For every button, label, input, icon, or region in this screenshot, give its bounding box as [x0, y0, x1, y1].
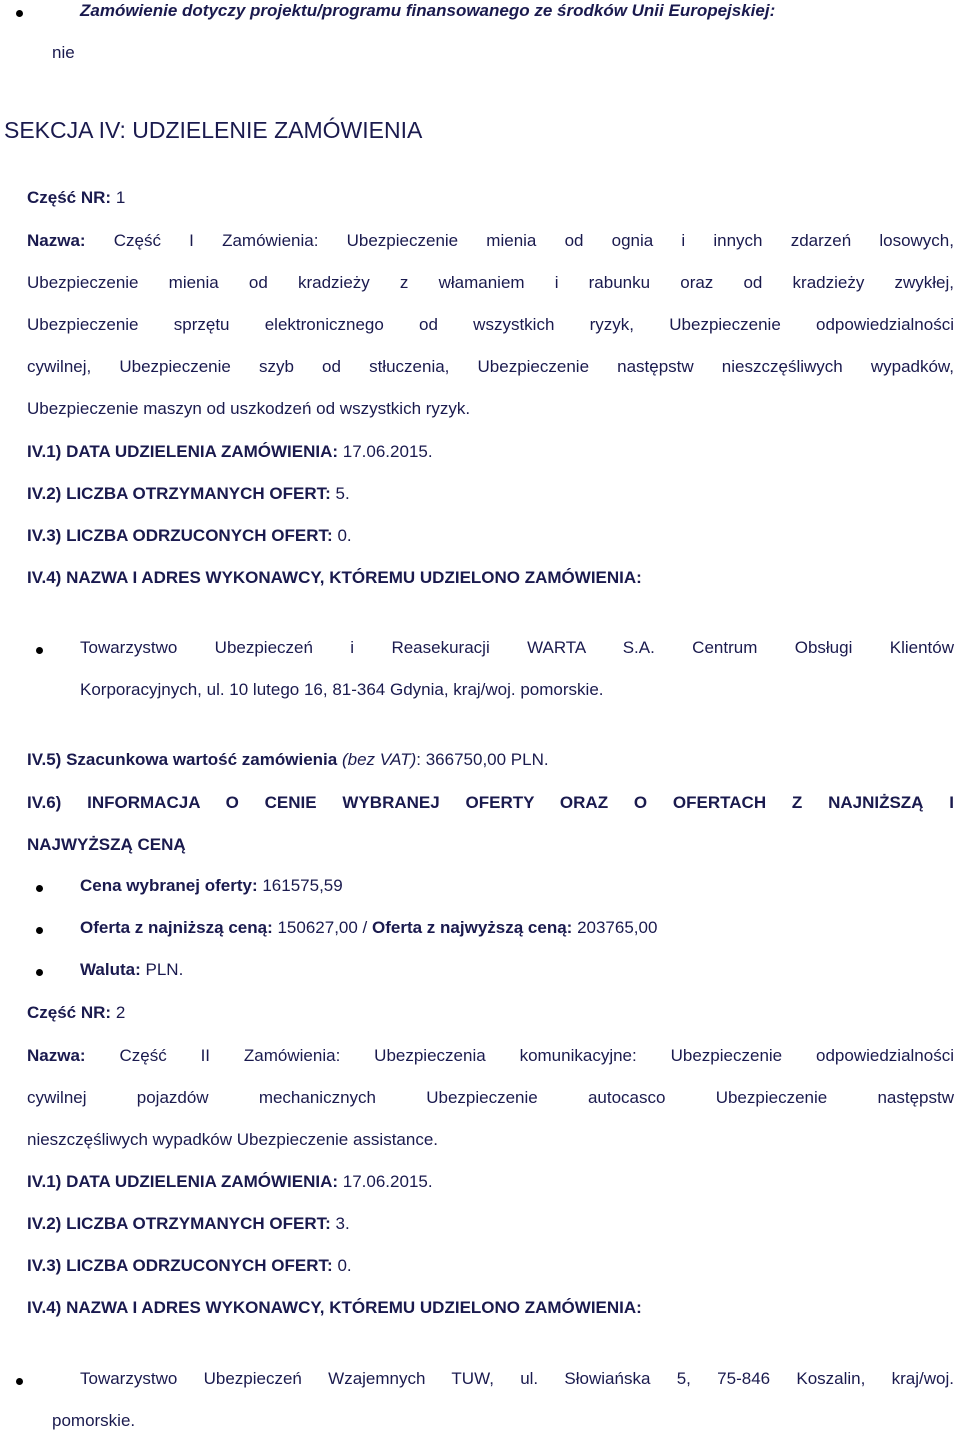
part1-highest-value: 203765,00	[577, 918, 658, 937]
part1-name-label: Nazwa:	[27, 231, 86, 250]
part1-offers	[27, 485, 350, 502]
part1-rejected-label: IV.3) LICZBA ODRZUCONYCH OFERT:	[27, 526, 333, 545]
part1-estimate-note: (bez VAT)	[341, 750, 417, 769]
part1-offer-range	[80, 919, 657, 936]
part1-date-value: 17.06.2015.	[342, 442, 433, 461]
part2-contractor-line1: Towarzystwo Ubezpieczeń Wzajemnych TUW, ul. Słowiańska 5, 75-846 Koszalin, kraj/woj.	[80, 1369, 954, 1388]
part1-name-text1: Część I Zamówienia: Ubezpieczenie mienia od ognia i innych zdarzeń losowych,	[113, 231, 954, 250]
part2-contractor-label: IV.4) NAZWA I ADRES WYKONAWCY, KTÓREMU UDZIELONO ZAMÓWIENIA:	[27, 1298, 642, 1317]
bullet-icon	[16, 10, 23, 17]
part2-date-label: IV.1) DATA UDZIELENIA ZAMÓWIENIA:	[27, 1172, 339, 1191]
bullet-icon	[16, 1378, 23, 1385]
part2-nr-value: 2	[115, 1003, 126, 1022]
part1-name-line5: Ubezpieczenie maszyn od uszkodzeń od wszystkich ryzyk.	[27, 399, 471, 418]
part1-currency-label: Waluta:	[80, 960, 141, 979]
part2-date-value: 17.06.2015.	[342, 1172, 433, 1191]
section-title: SEKCJA IV: UDZIELENIE ZAMÓWIENIA	[4, 117, 423, 143]
part1-name-line4: cywilnej, Ubezpieczenie szyb od stłuczenia, Ubezpieczenie następstw nieszczęśliwych wypadków,	[27, 357, 954, 376]
bullet-icon	[36, 885, 43, 892]
part2-rejected-value: 0.	[337, 1256, 352, 1275]
eu-funding-label: Zamówienie dotyczy projektu/programu finansowanego ze środków Unii Europejskiej:	[80, 1, 776, 20]
part1-nr-value: 1	[115, 188, 126, 207]
bullet-icon	[36, 647, 43, 654]
part1-rejected-value: 0.	[337, 526, 352, 545]
part2-offers	[27, 1215, 350, 1232]
part1-date	[27, 443, 433, 460]
part1-rejected	[27, 527, 352, 544]
part2-rejected	[27, 1257, 352, 1274]
part2-nr-label: Część NR:	[27, 1003, 112, 1022]
part1-name-line3: Ubezpieczenie sprzętu elektronicznego od wszystkich ryzyk, Ubezpieczenie odpowiedzialności	[27, 315, 954, 334]
part1-currency-value: PLN.	[145, 960, 184, 979]
part1-estimate	[27, 751, 549, 768]
part1-currency	[80, 961, 183, 978]
part1-contractor-line1: Towarzystwo Ubezpieczeń i Reasekuracji WARTA S.A. Centrum Obsługi Klientów	[80, 638, 954, 657]
part1-offers-label: IV.2) LICZBA OTRZYMANYCH OFERT:	[27, 484, 331, 503]
part1-date-label: IV.1) DATA UDZIELENIA ZAMÓWIENIA:	[27, 442, 339, 461]
bullet-icon	[36, 927, 43, 934]
part1-price	[80, 877, 343, 894]
part1-info-line2: NAJWYŻSZĄ CENĄ	[27, 835, 186, 854]
part1-estimate-label: IV.5) Szacunkowa wartość zamówienia	[27, 750, 338, 769]
part2-nr	[27, 1004, 125, 1021]
part1-price-value: 161575,59	[262, 876, 343, 895]
part1-nr-label: Część NR:	[27, 188, 112, 207]
part1-lowest-value: 150627,00 /	[277, 918, 368, 937]
part2-name-line1	[27, 1047, 954, 1064]
part1-nr	[27, 189, 125, 206]
bullet-icon	[36, 969, 43, 976]
part1-highest-label: Oferta z najwyższą ceną:	[372, 918, 573, 937]
part2-name-line2: cywilnej pojazdów mechanicznych Ubezpieczenie autocasco Ubezpieczenie następstw	[27, 1088, 954, 1107]
part1-name-line1	[27, 232, 954, 249]
part1-name-line2: Ubezpieczenie mienia od kradzieży z włamaniem i rabunku oraz od kradzieży zwykłej,	[27, 273, 954, 292]
part2-rejected-label: IV.3) LICZBA ODRZUCONYCH OFERT:	[27, 1256, 333, 1275]
part1-price-label: Cena wybranej oferty:	[80, 876, 258, 895]
part1-contractor-line2: Korporacyjnych, ul. 10 lutego 16, 81-364 Gdynia, kraj/woj. pomorskie.	[80, 680, 604, 699]
part2-date	[27, 1173, 433, 1190]
part2-contractor-line2: pomorskie.	[52, 1411, 136, 1430]
eu-funding-value: nie	[52, 43, 75, 62]
part1-contractor-label: IV.4) NAZWA I ADRES WYKONAWCY, KTÓREMU UDZIELONO ZAMÓWIENIA:	[27, 568, 642, 587]
part1-offers-value: 5.	[335, 484, 350, 503]
part2-name-line3: nieszczęśliwych wypadków Ubezpieczenie assistance.	[27, 1130, 439, 1149]
part1-info-line1: IV.6) INFORMACJA O CENIE WYBRANEJ OFERTY ORAZ O OFERTACH Z NAJNIŻSZĄ I	[27, 793, 954, 812]
part2-name-label: Nazwa:	[27, 1046, 86, 1065]
part2-offers-label: IV.2) LICZBA OTRZYMANYCH OFERT:	[27, 1214, 331, 1233]
part2-offers-value: 3.	[335, 1214, 350, 1233]
part2-name-text1: Część II Zamówienia: Ubezpieczenia komunikacyjne: Ubezpieczenie odpowiedzialności	[119, 1046, 954, 1065]
part1-estimate-value: : 366750,00 PLN.	[416, 750, 549, 769]
part1-lowest-label: Oferta z najniższą ceną:	[80, 918, 273, 937]
